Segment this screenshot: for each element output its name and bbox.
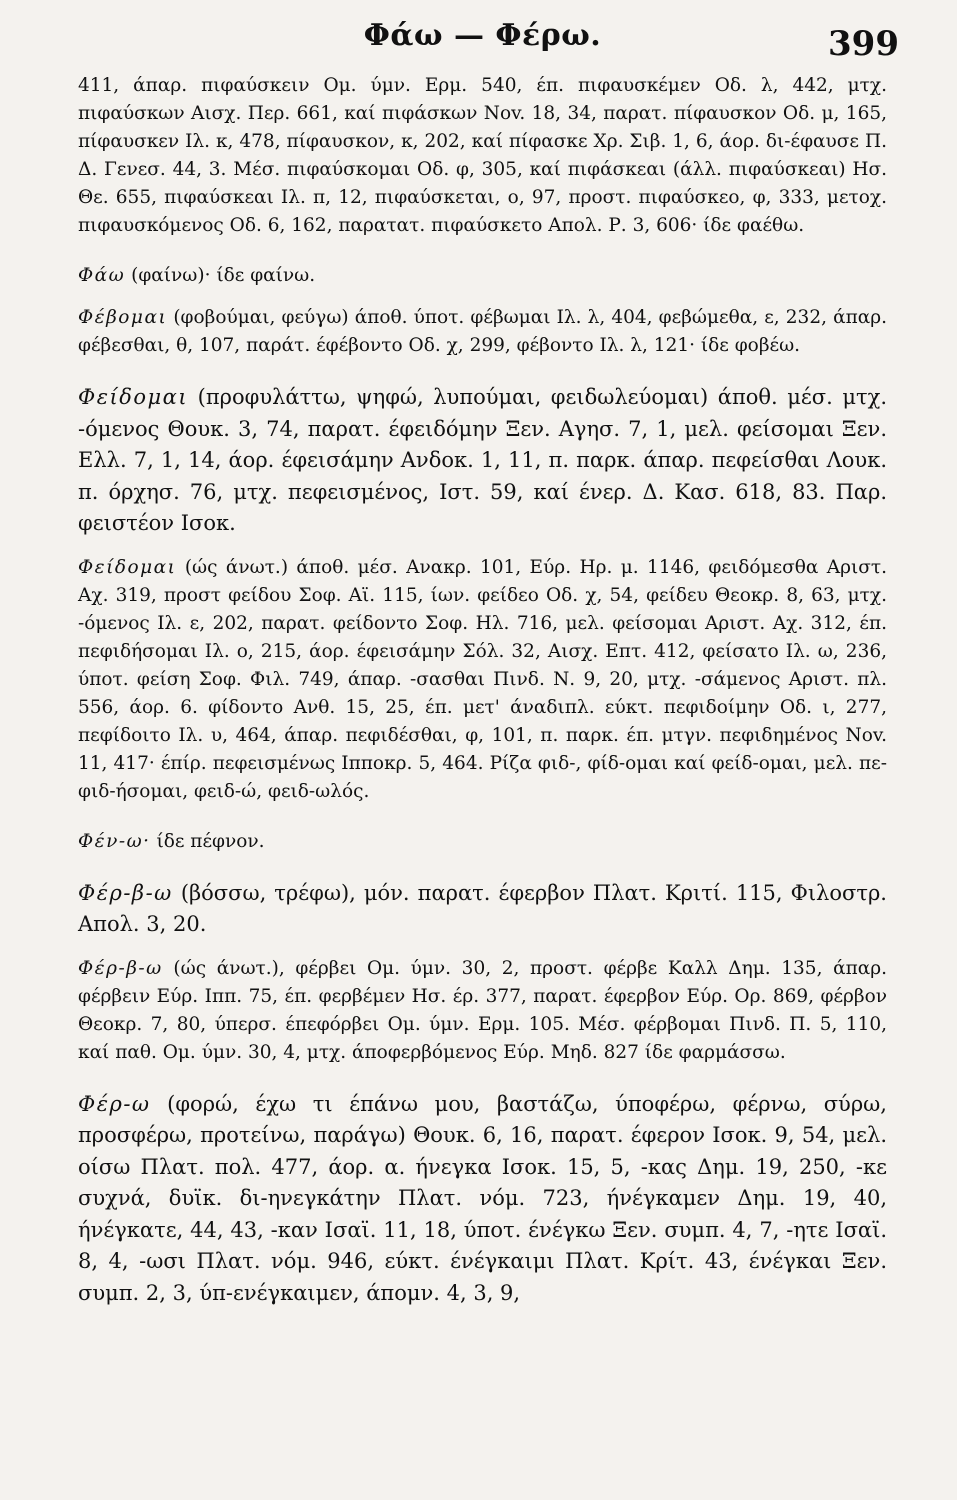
entry-headword: Φέρ-β-ω — [78, 880, 173, 905]
entry-text: (ώς άνωτ.), φέρβει Ομ. ύμν. 30, 2, προστ. φέρβε Καλλ Δημ. 135, άπαρ. φέρβειν Εύρ. Ιππ. 75, έπ. φερβέμεν Ησ. έρ. 377, παρατ. έφερβον Εύρ. Ορ. 869, φέρβον Θεοκρ. 7, 80, ύπερσ. έπεφόρβει Ομ. ύμν. Ερμ. 105. Μέσ. φέρβομαι Πινδ. Π. 5, 110, καί παθ. Ομ. ύμν. 30, 4, μτχ. άποφερβόμενος Εύρ. Μηδ. 827 ίδε φαρμάσσω. — [78, 957, 887, 1063]
entry-headword: Φείδομαι — [78, 556, 177, 578]
entry-text: ίδε πέφνον. — [156, 830, 265, 852]
running-head: Φάω — Φέρω. — [363, 18, 602, 53]
entry-headword: Φείδομαι — [78, 385, 189, 409]
entry-headword: Φέν-ω· — [78, 830, 151, 852]
entry-pheidomai-1 — [78, 382, 887, 540]
entry-headword: Φάω — [78, 265, 126, 286]
entry-continuation — [78, 72, 887, 240]
entry-headword: Φέρ-ω — [78, 1091, 151, 1116]
entry-phen-o — [78, 828, 887, 856]
entry-headword: Φέρ-β-ω — [78, 957, 163, 979]
entry-pheidomai-2 — [78, 554, 887, 806]
entry-text: (φαίνω)· ίδε φαίνω. — [131, 265, 316, 286]
entry-text: (προφυλάττω, ψηφώ, λυπούμαι, φειδωλεύομαι) άποθ. μέσ. μτχ. -όμενος Θουκ. 3, 74, παρατ. έφειδόμην Ξεν. Αγησ. 7, 1, μελ. φείσομαι Ξεν. Ελλ. 7, 1, 14, άορ. έφεισάμην Ανδοκ. 1, 11, π. παρκ. άπαρ. πεφείσθαι Λουκ. π. όρχησ. 76, μτχ. πεφεισμένος, Ιστ. 59, καί ένερ. Δ. Κασ. 618, 83. Παρ. φειστέον Ισοκ. — [78, 385, 887, 535]
page-header — [78, 14, 899, 72]
entry-text: (ώς άνωτ.) άποθ. μέσ. Ανακρ. 101, Εύρ. Ηρ. μ. 1146, φειδόμεσθα Αριστ. Αχ. 319, προστ φείδου Σοφ. Αϊ. 115, ίων. φείδεο Οδ. χ, 54, φείδευ Θεοκρ. 8, 63, μτχ. -όμενος Ιλ. ε, 202, παρατ. φείδοντο Σοφ. Ηλ. 716, μελ. φείσομαι Αριστ. Αχ. 312, έπ. πεφιδήσομαι Ιλ. ο, 215, άορ. έφεισάμην Σόλ. 32, Αισχ. Επτ. 412, φείσατο Ιλ. ω, 236, ύποτ. φείση Σοφ. Φιλ. 749, άπαρ. -σασθαι Πινδ. Ν. 9, 20, μτχ. -σάμενος Αριστ. πλ. 556, άορ. 6. φίδοντο Ανθ. 15, 25, έπ. μετ' άναδιπλ. εύκτ. πεφιδοίμην Οδ. ι, 277, πεφίδοιτο Ιλ. υ, 464, άπαρ. πεφιδέσθαι, φ, 101, π. παρκ. έπ. μτγν. πεφιδημένος Nov. 11, 417· έπίρ. πεφεισμένως Ιπποκρ. 5, 464. Ρίζα φιδ-, φίδ-ομαι καί φείδ-ομαι, μελ. πε-φιδ-ήσομαι, φειδ-ώ, φειδ-ωλός. — [78, 556, 887, 802]
entry-pherbo-2 — [78, 955, 887, 1067]
entry-text: (φορώ, έχω τι έπάνω μου, βαστάζω, ύποφέρω, φέρνω, σύρω, προσφέρω, προτείνω, παράγω) Θουκ. 6, 16, παρατ. έφερον Ισοκ. 9, 54, μελ. οίσω Πλατ. πολ. 477, άορ. α. ήνεγκα Ισοκ. 15, 5, -κας Δημ. 19, 250, -κε συχνά, δυϊκ. δι-ηνεγκάτην Πλατ. νόμ. 723, ήνέγκαμεν Δημ. 19, 40, ήνέγκατε, 44, 43, -καν Ισαϊ. 11, 18, ύποτ. ένέγκω Ξεν. συμπ. 4, 7, -ητε Ισαϊ. 8, 4, -ωσι Πλατ. νόμ. 946, εύκτ. ένέγκαιμι Πλατ. Κρίτ. 43, ένέγκαι Ξεν. συμπ. 2, 3, ύπ-ενέγκαιμεν, άπομν. 4, 3, 9, — [78, 1091, 887, 1305]
entry-phebomai — [78, 304, 887, 360]
page-number: 399 — [828, 24, 899, 64]
entry-pherbo-1 — [78, 878, 887, 941]
entry-headword: Φέβομαι — [78, 307, 168, 328]
entry-text: (φοβούμαι, φεύγω) άποθ. ύποτ. φέβωμαι Ιλ. λ, 404, φεβώμεθα, ε, 232, άπαρ. φέβεσθαι, θ, 107, παράτ. έφέβοντο Οδ. χ, 299, φέβοντο Ιλ. λ, 121· ίδε φοβέω. — [78, 307, 887, 356]
entry-phao — [78, 262, 887, 290]
entry-text: (βόσσω, τρέφω), μόν. παρατ. έφερβον Πλατ. Κριτί. 115, Φιλοστρ. Απολ. 3, 20. — [78, 880, 887, 936]
entry-phero — [78, 1089, 887, 1310]
entry-text: 411, άπαρ. πιφαύσκειν Ομ. ύμν. Ερμ. 540, έπ. πιφαυσκέμεν Οδ. λ, 442, μτχ. πιφαύσκων Αισχ. Περ. 661, καί πιφάσκων Nov. 18, 34, παρατ. πίφαυσκον Οδ. μ, 165, πίφαυσκεν Ιλ. κ, 478, πίφαυσκον, κ, 202, καί πίφασκε Χρ. Σιβ. 1, 6, άορ. δι-έφαυσε Π. Δ. Γενεσ. 44, 3. Μέσ. πιφαύσκομαι Οδ. φ, 305, καί πιφάσκεαι (άλλ. πιφαύσκεαι) Ησ. Θε. 655, πιφαύσκεαι Ιλ. π, 12, πιφαύσκεται, ο, 97, προστ. πιφαύσκεο, φ, 333, μετοχ. πιφαυσκόμενος Οδ. 6, 162, παρατατ. πιφαύσκετο Απολ. Ρ. 3, 606· ίδε φαέθω. — [78, 75, 887, 236]
